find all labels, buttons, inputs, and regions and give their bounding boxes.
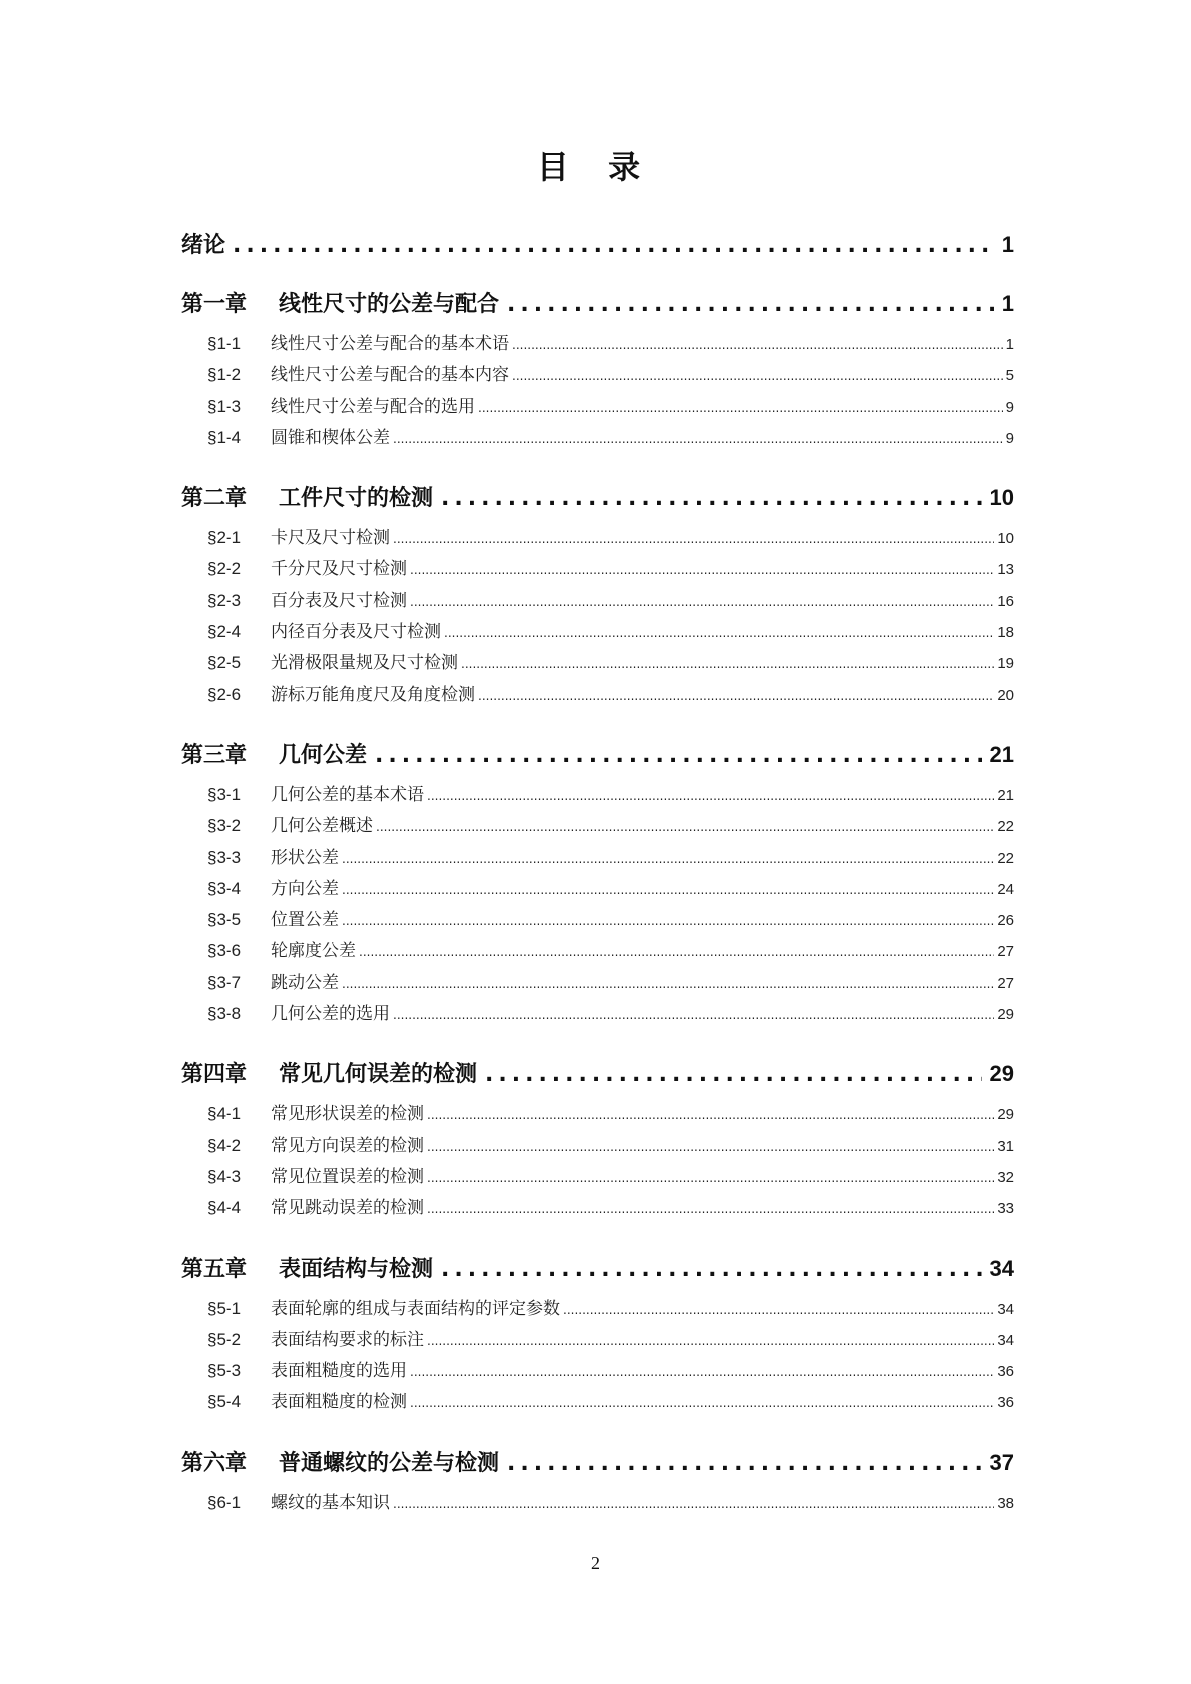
section-title: 几何公差的选用 (271, 1004, 390, 1025)
toc-section-entry[interactable] (181, 392, 1014, 423)
section-title: 表面粗糙度的选用 (271, 1361, 407, 1382)
section-number: §3-6 (207, 941, 242, 961)
section-title: 表面结构要求的标注 (271, 1329, 424, 1350)
toc-chapter-entry[interactable] (181, 1252, 1014, 1284)
section-number: §5-4 (207, 1392, 242, 1412)
dot-leader (427, 789, 994, 803)
dot-leader (441, 1257, 982, 1282)
section-number: §2-1 (207, 528, 242, 548)
section-title: 常见形状误差的检测 (271, 1104, 424, 1125)
toc-section-entry[interactable] (181, 680, 1014, 711)
toc-chapter-entry[interactable] (181, 228, 1014, 260)
section-number: §4-1 (207, 1104, 242, 1124)
dot-leader (359, 945, 994, 959)
section-page-number: 29 (997, 1006, 1014, 1024)
chapter-page-number: 37 (989, 1449, 1014, 1475)
section-title: 线性尺寸公差与配合的选用 (271, 396, 475, 417)
section-title: 表面轮廓的组成与表面结构的评定参数 (271, 1298, 560, 1319)
section-page-number: 27 (997, 943, 1014, 961)
dot-leader (427, 1202, 994, 1216)
dot-leader (342, 914, 994, 928)
section-number: §3-8 (207, 1004, 242, 1024)
dot-leader (342, 883, 994, 897)
section-number: §2-2 (207, 559, 242, 579)
dot-leader (512, 338, 1003, 352)
dot-leader (478, 689, 994, 703)
toc-section-entry[interactable] (181, 1325, 1014, 1356)
section-number: §3-1 (207, 784, 242, 804)
section-number: §1-3 (207, 396, 242, 416)
toc-section-entry[interactable] (181, 1387, 1014, 1418)
section-number: §3-3 (207, 847, 242, 867)
dot-leader (410, 1396, 994, 1410)
section-number: §3-7 (207, 972, 242, 992)
toc-chapter-entry[interactable] (181, 287, 1014, 319)
dot-leader (427, 1140, 994, 1154)
dot-leader (410, 595, 994, 609)
section-title: 圆锥和楔体公差 (271, 427, 390, 448)
dot-leader (427, 1108, 994, 1122)
section-number: §2-4 (207, 622, 242, 642)
toc-section-entry[interactable] (181, 874, 1014, 905)
chapter-title: 几何公差 (279, 742, 368, 768)
section-title: 线性尺寸公差与配合的基本内容 (271, 365, 509, 386)
section-title: 跳动公差 (271, 972, 339, 993)
dot-leader (393, 432, 1003, 446)
section-number: §1-4 (207, 427, 242, 447)
toc-section-entry[interactable] (181, 523, 1014, 554)
section-page-number: 33 (997, 1200, 1014, 1218)
section-page-number: 20 (997, 686, 1014, 704)
toc-section-entry[interactable] (181, 811, 1014, 842)
dot-leader (478, 401, 1003, 415)
section-page-number: 21 (997, 786, 1014, 804)
section-number: §4-3 (207, 1166, 242, 1186)
section-page-number: 36 (997, 1394, 1014, 1412)
toc-section-entry[interactable] (181, 1356, 1014, 1387)
dot-leader (342, 977, 994, 991)
dot-leader (485, 1062, 982, 1087)
section-title: 轮廓度公差 (271, 941, 356, 962)
toc-section-entry[interactable] (181, 936, 1014, 967)
toc-section-entry[interactable] (181, 554, 1014, 585)
dot-leader (410, 1365, 994, 1379)
toc-section-entry[interactable] (181, 905, 1014, 936)
section-title: 光滑极限量规及尺寸检测 (271, 653, 458, 674)
dot-leader (233, 233, 994, 258)
chapter-label (181, 738, 367, 769)
dot-leader (563, 1303, 994, 1317)
toc-section-entry[interactable] (181, 1099, 1014, 1130)
dot-leader (507, 292, 994, 317)
section-title: 形状公差 (271, 847, 339, 868)
chapter-page-number: 29 (989, 1061, 1014, 1087)
toc-section-entry[interactable] (181, 968, 1014, 999)
section-number: §3-4 (207, 878, 242, 898)
toc-section-entry[interactable] (181, 1193, 1014, 1224)
section-page-number: 36 (997, 1363, 1014, 1381)
dot-leader (427, 1334, 994, 1348)
dot-leader (393, 1008, 994, 1022)
section-title: 常见方向误差的检测 (271, 1135, 424, 1156)
chapter-label (181, 481, 433, 512)
chapter-page-number: 1 (1001, 291, 1014, 316)
dot-leader (427, 1171, 994, 1185)
toc-chapter-entry[interactable] (181, 481, 1014, 513)
section-title: 几何公差的基本术语 (271, 784, 424, 805)
chapter-label (181, 1252, 433, 1283)
section-number: §2-3 (207, 590, 242, 610)
section-number: §1-1 (207, 334, 242, 353)
section-title: 方向公差 (271, 878, 339, 899)
toc-chapter-entry[interactable] (181, 1057, 1014, 1089)
section-number: §5-3 (207, 1361, 242, 1381)
chapter-title: 表面结构与检测 (279, 1256, 434, 1282)
section-page-number: 34 (997, 1300, 1014, 1318)
toc-chapter-entry[interactable] (181, 1446, 1014, 1478)
chapter-label (181, 287, 499, 318)
table-of-contents (181, 222, 1014, 1519)
section-number: §2-5 (207, 653, 242, 673)
chapter-number: 第五章 (181, 1256, 248, 1282)
section-title: 几何公差概述 (271, 816, 373, 837)
page-title: 目 录 (536, 148, 655, 186)
section-title: 表面粗糙度的检测 (271, 1392, 407, 1413)
dot-leader (376, 820, 994, 834)
section-title: 百分表及尺寸检测 (271, 590, 407, 611)
section-title: 卡尺及尺寸检测 (271, 528, 390, 549)
section-page-number: 13 (997, 561, 1014, 579)
section-title: 常见位置误差的检测 (271, 1166, 424, 1187)
chapter-page-number: 1 (1001, 232, 1014, 257)
section-title: 常见跳动误差的检测 (271, 1198, 424, 1219)
section-page-number: 22 (997, 818, 1014, 836)
section-page-number: 1 (1005, 336, 1014, 353)
chapter-number: 第一章 (181, 292, 248, 317)
section-page-number: 9 (1005, 398, 1014, 416)
section-number: §1-2 (207, 365, 242, 385)
chapter-title: 线性尺寸的公差与配合 (279, 292, 500, 317)
section-page-number: 27 (997, 974, 1014, 992)
section-page-number: 31 (997, 1137, 1014, 1155)
dot-leader (393, 1497, 994, 1511)
chapter-label (181, 1057, 477, 1088)
section-page-number: 18 (997, 624, 1014, 642)
toc-section-entry[interactable] (181, 1162, 1014, 1193)
toc-chapter-entry[interactable] (181, 738, 1014, 770)
dot-leader (441, 486, 982, 511)
chapter-label (181, 1446, 499, 1477)
section-title: 游标万能角度尺及角度检测 (271, 684, 475, 705)
section-number: §4-4 (207, 1198, 242, 1218)
chapter-number: 第三章 (181, 742, 248, 768)
chapter-page-number: 34 (989, 1255, 1014, 1281)
toc-section-entry[interactable] (181, 648, 1014, 679)
chapter-title: 工件尺寸的检测 (279, 486, 434, 512)
toc-section-entry[interactable] (181, 780, 1014, 811)
toc-section-entry[interactable] (181, 423, 1014, 454)
section-page-number: 29 (997, 1106, 1014, 1124)
chapter-title: 常见几何误差的检测 (279, 1062, 478, 1088)
section-number: §3-2 (207, 816, 242, 836)
dot-leader (444, 626, 994, 640)
dot-leader (507, 1451, 982, 1476)
section-page-number: 19 (997, 655, 1014, 673)
section-number: §2-6 (207, 684, 242, 704)
dot-leader (393, 532, 994, 546)
dot-leader (410, 563, 994, 577)
section-page-number: 16 (997, 592, 1014, 610)
toc-section-entry[interactable] (181, 1294, 1014, 1325)
toc-section-entry[interactable] (181, 586, 1014, 617)
section-number: §5-1 (207, 1298, 242, 1318)
section-page-number: 26 (997, 912, 1014, 930)
section-page-number: 32 (997, 1168, 1014, 1186)
chapter-number: 第四章 (181, 1062, 248, 1088)
page-number: 2 (591, 1553, 600, 1573)
section-page-number: 22 (997, 849, 1014, 867)
section-title: 内径百分表及尺寸检测 (271, 622, 441, 643)
dot-leader (342, 852, 994, 866)
section-title: 线性尺寸公差与配合的基本术语 (271, 334, 509, 354)
toc-section-entry[interactable] (181, 329, 1014, 360)
section-page-number: 24 (997, 880, 1014, 898)
chapter-label (181, 228, 225, 259)
section-number: §5-2 (207, 1329, 242, 1349)
chapter-title: 绪论 (181, 233, 226, 258)
section-number: §4-2 (207, 1135, 242, 1155)
section-page-number: 38 (997, 1494, 1014, 1512)
section-title: 千分尺及尺寸检测 (271, 559, 407, 580)
section-title: 螺纹的基本知识 (271, 1492, 390, 1513)
chapter-title: 普通螺纹的公差与检测 (279, 1450, 500, 1476)
dot-leader (375, 743, 982, 768)
section-number: §6-1 (207, 1492, 242, 1512)
section-page-number: 10 (997, 530, 1014, 548)
dot-leader (512, 369, 1003, 383)
toc-section-entry[interactable] (181, 1131, 1014, 1162)
section-number: §3-5 (207, 910, 242, 930)
toc-section-entry[interactable] (181, 360, 1014, 391)
toc-section-entry[interactable] (181, 843, 1014, 874)
chapter-page-number: 10 (989, 485, 1014, 511)
toc-section-entry[interactable] (181, 1488, 1014, 1519)
toc-section-entry[interactable] (181, 999, 1014, 1030)
chapter-page-number: 21 (989, 741, 1014, 767)
chapter-number: 第二章 (181, 486, 248, 512)
section-page-number: 5 (1005, 367, 1014, 385)
section-page-number: 9 (1005, 429, 1014, 447)
section-title: 位置公差 (271, 910, 339, 931)
toc-section-entry[interactable] (181, 617, 1014, 648)
dot-leader (461, 657, 994, 671)
chapter-number: 第六章 (181, 1450, 248, 1476)
section-page-number: 34 (997, 1331, 1014, 1349)
